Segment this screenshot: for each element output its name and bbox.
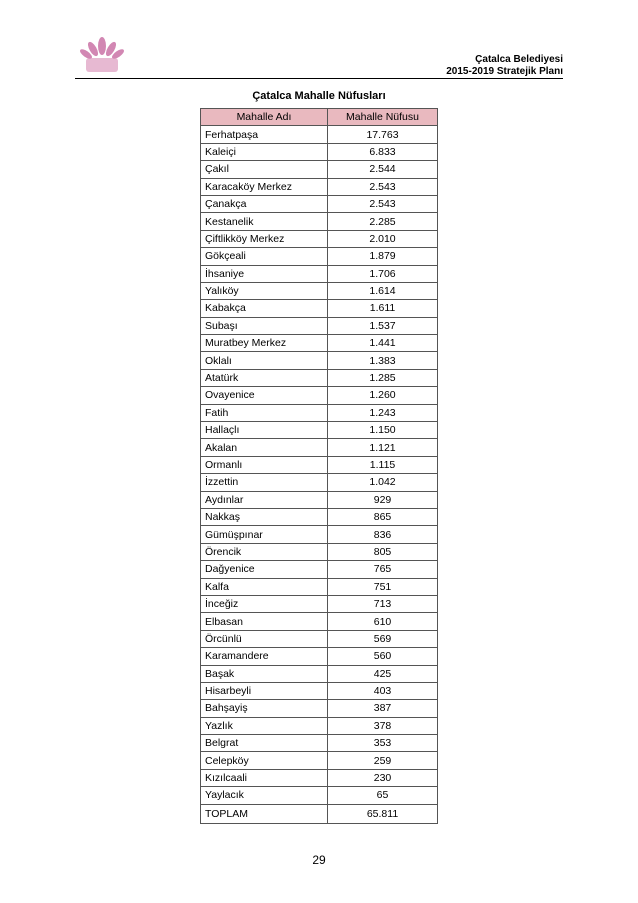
neighborhood-population: 836	[328, 526, 438, 543]
table-row	[201, 630, 438, 647]
table-row	[201, 230, 438, 247]
table-row	[201, 369, 438, 386]
neighborhood-name: Yazlık	[201, 717, 328, 734]
neighborhood-population: 2.543	[328, 178, 438, 195]
population-table	[200, 108, 438, 824]
total-row	[201, 804, 438, 823]
neighborhood-population: 1.042	[328, 474, 438, 491]
neighborhood-population: 2.544	[328, 161, 438, 178]
table-row	[201, 422, 438, 439]
page-header	[446, 54, 563, 78]
table-row	[201, 665, 438, 682]
neighborhood-name: Yalıköy	[201, 282, 328, 299]
neighborhood-name: Akalan	[201, 439, 328, 456]
neighborhood-name: Fatih	[201, 404, 328, 421]
table-row	[201, 526, 438, 543]
neighborhood-population: 2.543	[328, 195, 438, 212]
neighborhood-population: 1.121	[328, 439, 438, 456]
table-row	[201, 387, 438, 404]
neighborhood-population: 1.115	[328, 456, 438, 473]
neighborhood-name: Çiftlikköy Merkez	[201, 230, 328, 247]
neighborhood-name: Kızılcaali	[201, 769, 328, 786]
neighborhood-population: 569	[328, 630, 438, 647]
neighborhood-name: Gökçeali	[201, 248, 328, 265]
neighborhood-population: 929	[328, 491, 438, 508]
table-row	[201, 335, 438, 352]
neighborhood-name: Hisarbeyli	[201, 682, 328, 699]
neighborhood-name: Celepköy	[201, 752, 328, 769]
table-row	[201, 300, 438, 317]
table-row	[201, 213, 438, 230]
neighborhood-name: Ovayenice	[201, 387, 328, 404]
table-row	[201, 474, 438, 491]
neighborhood-population: 425	[328, 665, 438, 682]
neighborhood-name: Başak	[201, 665, 328, 682]
neighborhood-population: 230	[328, 769, 438, 786]
neighborhood-population: 403	[328, 682, 438, 699]
neighborhood-population: 713	[328, 595, 438, 612]
neighborhood-population: 1.879	[328, 248, 438, 265]
neighborhood-population: 353	[328, 735, 438, 752]
neighborhood-population: 1.614	[328, 282, 438, 299]
table-row	[201, 161, 438, 178]
neighborhood-name: Kalfa	[201, 578, 328, 595]
table-row	[201, 265, 438, 282]
table-row	[201, 248, 438, 265]
table-row	[201, 561, 438, 578]
table-row	[201, 595, 438, 612]
table-row	[201, 404, 438, 421]
table-row	[201, 282, 438, 299]
municipality-logo	[76, 36, 128, 76]
table-row	[201, 456, 438, 473]
table-row	[201, 491, 438, 508]
header-rule	[75, 78, 563, 79]
neighborhood-name: Oklalı	[201, 352, 328, 369]
neighborhood-name: Çanakça	[201, 195, 328, 212]
table-row	[201, 578, 438, 595]
column-header-name: Mahalle Adı	[201, 109, 328, 126]
neighborhood-population: 1.260	[328, 387, 438, 404]
neighborhood-name: Atatürk	[201, 369, 328, 386]
neighborhood-name: Kaleiçi	[201, 143, 328, 160]
table-row	[201, 682, 438, 699]
table-row	[201, 508, 438, 525]
table-row	[201, 178, 438, 195]
neighborhood-population: 805	[328, 543, 438, 560]
neighborhood-name: Subaşı	[201, 317, 328, 334]
neighborhood-name: Kestanelik	[201, 213, 328, 230]
neighborhood-name: Aydınlar	[201, 491, 328, 508]
neighborhood-name: İzzettin	[201, 474, 328, 491]
table-row	[201, 352, 438, 369]
neighborhood-name: İhsaniye	[201, 265, 328, 282]
neighborhood-name: Muratbey Merkez	[201, 335, 328, 352]
header-subtitle: 2015-2019 Stratejik Planı	[446, 66, 563, 77]
neighborhood-name: İnceğiz	[201, 595, 328, 612]
table-row	[201, 648, 438, 665]
neighborhood-population: 378	[328, 717, 438, 734]
neighborhood-name: Belgrat	[201, 735, 328, 752]
table-row	[201, 143, 438, 160]
neighborhood-population: 1.706	[328, 265, 438, 282]
table-title: Çatalca Mahalle Nüfusları	[252, 90, 386, 102]
neighborhood-population: 1.383	[328, 352, 438, 369]
table-row	[201, 543, 438, 560]
neighborhood-population: 1.243	[328, 404, 438, 421]
neighborhood-population: 387	[328, 700, 438, 717]
table-row	[201, 126, 438, 143]
neighborhood-name: Çakıl	[201, 161, 328, 178]
table-row	[201, 787, 438, 804]
table-row	[201, 439, 438, 456]
neighborhood-name: Elbasan	[201, 613, 328, 630]
neighborhood-population: 1.285	[328, 369, 438, 386]
table-row	[201, 195, 438, 212]
neighborhood-population: 610	[328, 613, 438, 630]
neighborhood-name: Ormanlı	[201, 456, 328, 473]
total-label: TOPLAM	[201, 804, 328, 823]
neighborhood-population: 6.833	[328, 143, 438, 160]
column-header-population: Mahalle Nüfusu	[328, 109, 438, 126]
table-header-row	[201, 109, 438, 126]
neighborhood-population: 1.150	[328, 422, 438, 439]
neighborhood-name: Örencik	[201, 543, 328, 560]
neighborhood-population: 259	[328, 752, 438, 769]
neighborhood-population: 17.763	[328, 126, 438, 143]
neighborhood-population: 1.611	[328, 300, 438, 317]
table-row	[201, 735, 438, 752]
neighborhood-population: 2.010	[328, 230, 438, 247]
neighborhood-population: 751	[328, 578, 438, 595]
neighborhood-name: Örcünlü	[201, 630, 328, 647]
neighborhood-name: Hallaçlı	[201, 422, 328, 439]
neighborhood-name: Dağyenice	[201, 561, 328, 578]
neighborhood-name: Bahşayiş	[201, 700, 328, 717]
page-number: 29	[312, 853, 326, 867]
table-row	[201, 752, 438, 769]
header-org: Çatalca Belediyesi	[475, 54, 563, 65]
neighborhood-name: Karacaköy Merkez	[201, 178, 328, 195]
neighborhood-population: 765	[328, 561, 438, 578]
table-row	[201, 700, 438, 717]
neighborhood-population: 865	[328, 508, 438, 525]
neighborhood-population: 1.441	[328, 335, 438, 352]
neighborhood-name: Karamandere	[201, 648, 328, 665]
neighborhood-name: Yaylacık	[201, 787, 328, 804]
total-value: 65.811	[328, 804, 438, 823]
neighborhood-name: Kabakça	[201, 300, 328, 317]
table-row	[201, 717, 438, 734]
neighborhood-population: 1.537	[328, 317, 438, 334]
table-row	[201, 317, 438, 334]
table-row	[201, 613, 438, 630]
neighborhood-name: Ferhatpaşa	[201, 126, 328, 143]
neighborhood-name: Gümüşpınar	[201, 526, 328, 543]
neighborhood-population: 560	[328, 648, 438, 665]
neighborhood-population: 65	[328, 787, 438, 804]
neighborhood-name: Nakkaş	[201, 508, 328, 525]
neighborhood-population: 2.285	[328, 213, 438, 230]
table-row	[201, 769, 438, 786]
